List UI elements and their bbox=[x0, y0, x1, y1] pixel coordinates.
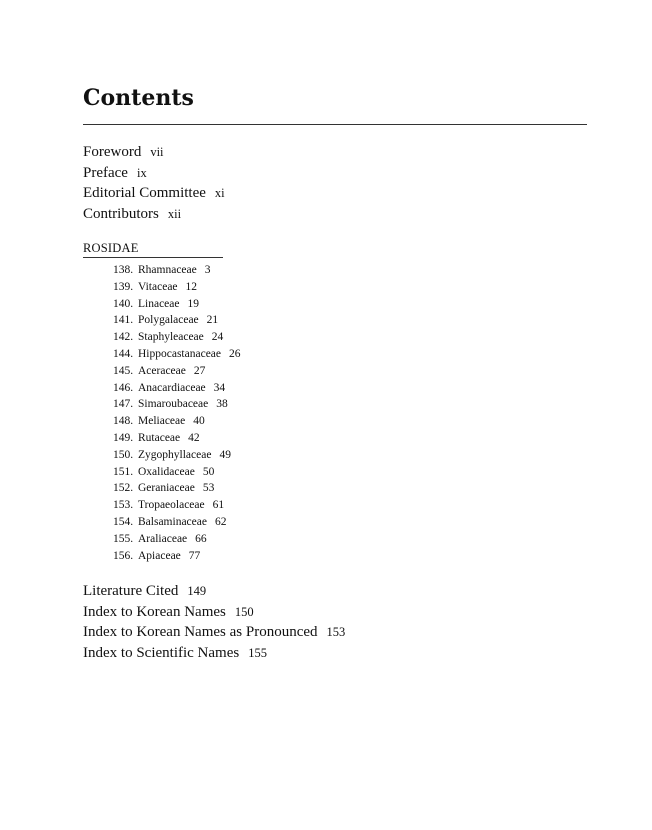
contents-page bbox=[83, 0, 587, 830]
toc-entry-page: vii bbox=[150, 145, 164, 159]
toc-entry-label: Editorial Committee bbox=[83, 185, 206, 202]
family-entry[interactable] bbox=[113, 329, 241, 346]
toc-entry-label: Index to Korean Names as Pronounced bbox=[83, 624, 318, 641]
back-matter-list bbox=[83, 581, 345, 663]
family-entry[interactable] bbox=[113, 279, 241, 296]
toc-entry-contributors[interactable] bbox=[83, 204, 225, 225]
family-name: Apiaceae bbox=[138, 549, 181, 562]
family-entry[interactable] bbox=[113, 430, 241, 447]
family-number: 153. bbox=[113, 499, 134, 512]
family-name: Simaroubaceae bbox=[138, 398, 209, 411]
toc-entry-foreword[interactable] bbox=[83, 142, 225, 163]
toc-entry-literature-cited[interactable] bbox=[83, 581, 345, 602]
family-page: 61 bbox=[212, 499, 225, 512]
family-entry[interactable] bbox=[113, 531, 241, 548]
family-number: 151. bbox=[113, 465, 134, 478]
family-name: Balsaminaceae bbox=[138, 515, 207, 528]
family-name: Aceraceae bbox=[138, 364, 186, 377]
family-number: 155. bbox=[113, 532, 134, 545]
family-entry[interactable] bbox=[113, 464, 241, 481]
toc-entry-editorial-committee[interactable] bbox=[83, 183, 225, 204]
family-number: 138. bbox=[113, 264, 134, 276]
family-name: Rhamnaceae bbox=[138, 264, 197, 276]
family-number: 140. bbox=[113, 297, 134, 310]
family-name: Vitaceae bbox=[138, 280, 178, 293]
family-page: 49 bbox=[219, 448, 231, 461]
family-name: Rutaceae bbox=[138, 431, 181, 444]
toc-entry-index-korean-pronounced[interactable] bbox=[83, 622, 345, 643]
family-list bbox=[113, 262, 241, 564]
section-rule bbox=[83, 257, 223, 258]
family-page: 26 bbox=[229, 347, 241, 360]
toc-entry-label: Index to Korean Names bbox=[83, 603, 226, 620]
family-page: 53 bbox=[202, 482, 215, 495]
toc-entry-page: 150 bbox=[234, 604, 254, 619]
family-number: 139. bbox=[113, 280, 134, 293]
toc-entry-label: Index to Scientific Names bbox=[83, 644, 240, 661]
family-name: Geraniaceae bbox=[138, 482, 195, 495]
family-entry[interactable] bbox=[113, 396, 241, 413]
toc-entry-page: xi bbox=[214, 186, 225, 201]
family-page: 34 bbox=[213, 381, 226, 394]
family-page: 77 bbox=[188, 549, 201, 562]
family-page: 12 bbox=[185, 280, 198, 293]
toc-entry-label: Literature Cited bbox=[83, 583, 179, 599]
family-page: 62 bbox=[214, 515, 227, 528]
toc-entry-label: Contributors bbox=[83, 205, 159, 222]
toc-entry-page: ix bbox=[136, 165, 147, 180]
toc-entry-page: 153 bbox=[326, 625, 346, 640]
family-entry[interactable] bbox=[113, 363, 241, 380]
family-name: Staphyleaceae bbox=[138, 331, 204, 344]
toc-entry-page: 149 bbox=[187, 584, 207, 598]
front-matter-list bbox=[83, 142, 225, 224]
family-page: 42 bbox=[188, 431, 200, 444]
family-entry[interactable] bbox=[113, 296, 241, 313]
family-entry[interactable] bbox=[113, 413, 241, 430]
family-number: 147. bbox=[113, 398, 134, 411]
family-page: 66 bbox=[195, 532, 207, 545]
family-name: Zygophyllaceae bbox=[138, 448, 212, 461]
family-number: 144. bbox=[113, 347, 134, 360]
family-page: 27 bbox=[193, 364, 206, 377]
family-number: 141. bbox=[113, 314, 134, 327]
family-number: 145. bbox=[113, 364, 134, 377]
family-name: Araliaceae bbox=[138, 532, 188, 545]
family-page: 24 bbox=[211, 331, 224, 344]
family-number: 146. bbox=[113, 381, 134, 394]
family-name: Linaceae bbox=[138, 297, 180, 310]
family-page: 3 bbox=[204, 264, 211, 276]
toc-entry-index-korean-names[interactable] bbox=[83, 602, 345, 623]
section-heading: ROSIDAE bbox=[83, 241, 139, 255]
toc-entry-index-scientific-names[interactable] bbox=[83, 643, 345, 664]
family-page: 19 bbox=[187, 297, 199, 310]
family-page: 40 bbox=[193, 415, 205, 428]
toc-entry-page: xii bbox=[167, 206, 182, 221]
toc-entry-label: Preface bbox=[83, 164, 128, 181]
toc-entry-label: Foreword bbox=[83, 144, 142, 160]
family-number: 152. bbox=[113, 482, 134, 495]
family-entry[interactable] bbox=[113, 312, 241, 329]
family-page: 21 bbox=[206, 314, 219, 327]
family-number: 150. bbox=[113, 448, 134, 461]
family-entry[interactable] bbox=[113, 480, 241, 497]
family-entry[interactable] bbox=[113, 497, 241, 514]
family-entry[interactable] bbox=[113, 447, 241, 464]
toc-entry-page: 155 bbox=[248, 645, 267, 660]
family-entry[interactable] bbox=[113, 514, 241, 531]
family-name: Polygalaceae bbox=[138, 314, 199, 327]
family-entry[interactable] bbox=[113, 548, 241, 565]
family-name: Oxalidaceae bbox=[138, 465, 195, 478]
family-entry[interactable] bbox=[113, 346, 241, 363]
family-entry[interactable] bbox=[113, 380, 241, 397]
family-name: Anacardiaceae bbox=[138, 381, 206, 394]
family-number: 154. bbox=[113, 515, 134, 528]
title-rule bbox=[83, 124, 587, 125]
page-title: Contents bbox=[83, 85, 194, 111]
family-number: 148. bbox=[113, 415, 134, 428]
family-name: Meliaceae bbox=[138, 415, 186, 428]
family-entry[interactable] bbox=[113, 262, 241, 279]
family-number: 142. bbox=[113, 331, 134, 344]
family-number: 156. bbox=[113, 549, 134, 562]
family-page: 38 bbox=[216, 398, 228, 411]
toc-entry-preface[interactable] bbox=[83, 163, 225, 184]
family-page: 50 bbox=[202, 465, 215, 478]
family-name: Hippocastanaceae bbox=[138, 347, 222, 360]
family-name: Tropaeolaceae bbox=[138, 499, 205, 512]
family-number: 149. bbox=[113, 431, 134, 444]
